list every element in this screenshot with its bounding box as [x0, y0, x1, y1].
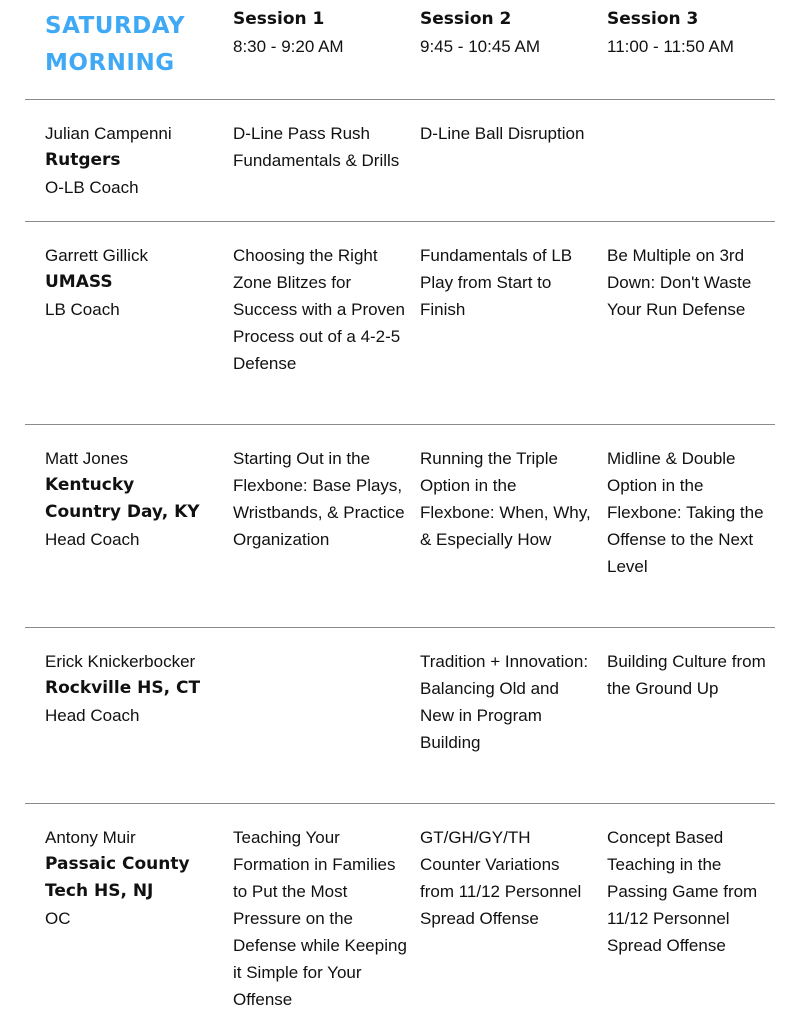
- coach-name: Antony Muir: [45, 828, 136, 847]
- session-2-topic: Running the Triple Option in the Flexbone: When, Why, & Especially How: [420, 449, 591, 549]
- session-3-topic: Concept Based Teaching in the Passing Game from 11/12 Personnel Spread Offense: [607, 828, 758, 955]
- table-row: [25, 804, 775, 1033]
- session-2-topic: GT/GH/GY/TH Counter Variations from 11/12 Personnel Spread Offense: [420, 828, 582, 928]
- session-time: 8:30 - 9:20 AM: [233, 37, 344, 56]
- schedule-header: [25, 0, 775, 100]
- coach-name: Garrett Gillick: [45, 246, 148, 265]
- session-name: Session 1: [233, 9, 325, 29]
- coach-cell: [45, 824, 215, 932]
- coach-school: Kentucky Country Day, KY: [45, 475, 200, 522]
- coach-school: Passaic County Tech HS, NJ: [45, 854, 190, 901]
- coach-name: Julian Campenni: [45, 124, 172, 143]
- coach-school: Rutgers: [45, 150, 121, 170]
- session-3-topic: Midline & Double Option in the Flexbone: Taking the Offense to the Next Level: [607, 449, 764, 576]
- coach-cell: [45, 445, 215, 553]
- session-3-header: [607, 6, 782, 60]
- coach-name: Matt Jones: [45, 449, 129, 468]
- coach-cell: [45, 120, 215, 201]
- session-2-topic: Tradition + Innovation: Balancing Old and New in Program Building: [420, 652, 589, 752]
- coach-cell: [45, 648, 215, 729]
- session-2-topic: D-Line Ball Disruption: [420, 124, 585, 143]
- session-1-topic: Choosing the Right Zone Blitzes for Success with a Proven Process out of a 4-2-5 Defense: [233, 246, 405, 373]
- session-time: 9:45 - 10:45 AM: [420, 37, 541, 56]
- coach-school: UMASS: [45, 272, 113, 292]
- table-row: [25, 628, 775, 804]
- session-1-header: [233, 6, 408, 60]
- day-title: SATURDAY MORNING: [45, 13, 186, 76]
- session-3-topic: Be Multiple on 3rd Down: Don't Waste Your Run Defense: [607, 246, 752, 319]
- coach-role: Head Coach: [45, 530, 140, 549]
- session-name: Session 2: [420, 9, 512, 29]
- coach-role: Head Coach: [45, 706, 140, 725]
- session-time: 11:00 - 11:50 AM: [607, 37, 734, 56]
- table-row: [25, 425, 775, 628]
- schedule-table: [25, 0, 775, 1033]
- coach-name: Erick Knickerbocker: [45, 652, 196, 671]
- session-name: Session 3: [607, 9, 699, 29]
- coach-role: LB Coach: [45, 300, 120, 319]
- coach-school: Rockville HS, CT: [45, 678, 201, 698]
- table-row: [25, 222, 775, 425]
- session-1-topic: D-Line Pass Rush Fundamentals & Drills: [233, 124, 400, 170]
- session-2-topic: Fundamentals of LB Play from Start to Finish: [420, 246, 573, 319]
- session-3-topic: Building Culture from the Ground Up: [607, 652, 766, 698]
- session-2-header: [420, 6, 595, 60]
- session-1-topic: Starting Out in the Flexbone: Base Plays, Wristbands, & Practice Organization: [233, 449, 405, 549]
- session-1-topic: Teaching Your Formation in Families to Put the Most Pressure on the Defense while Keeping it Simple for Your Offense: [233, 828, 407, 1009]
- coach-role: O-LB Coach: [45, 178, 139, 197]
- coach-role: OC: [45, 909, 71, 928]
- coach-cell: [45, 242, 215, 323]
- table-row: [25, 100, 775, 222]
